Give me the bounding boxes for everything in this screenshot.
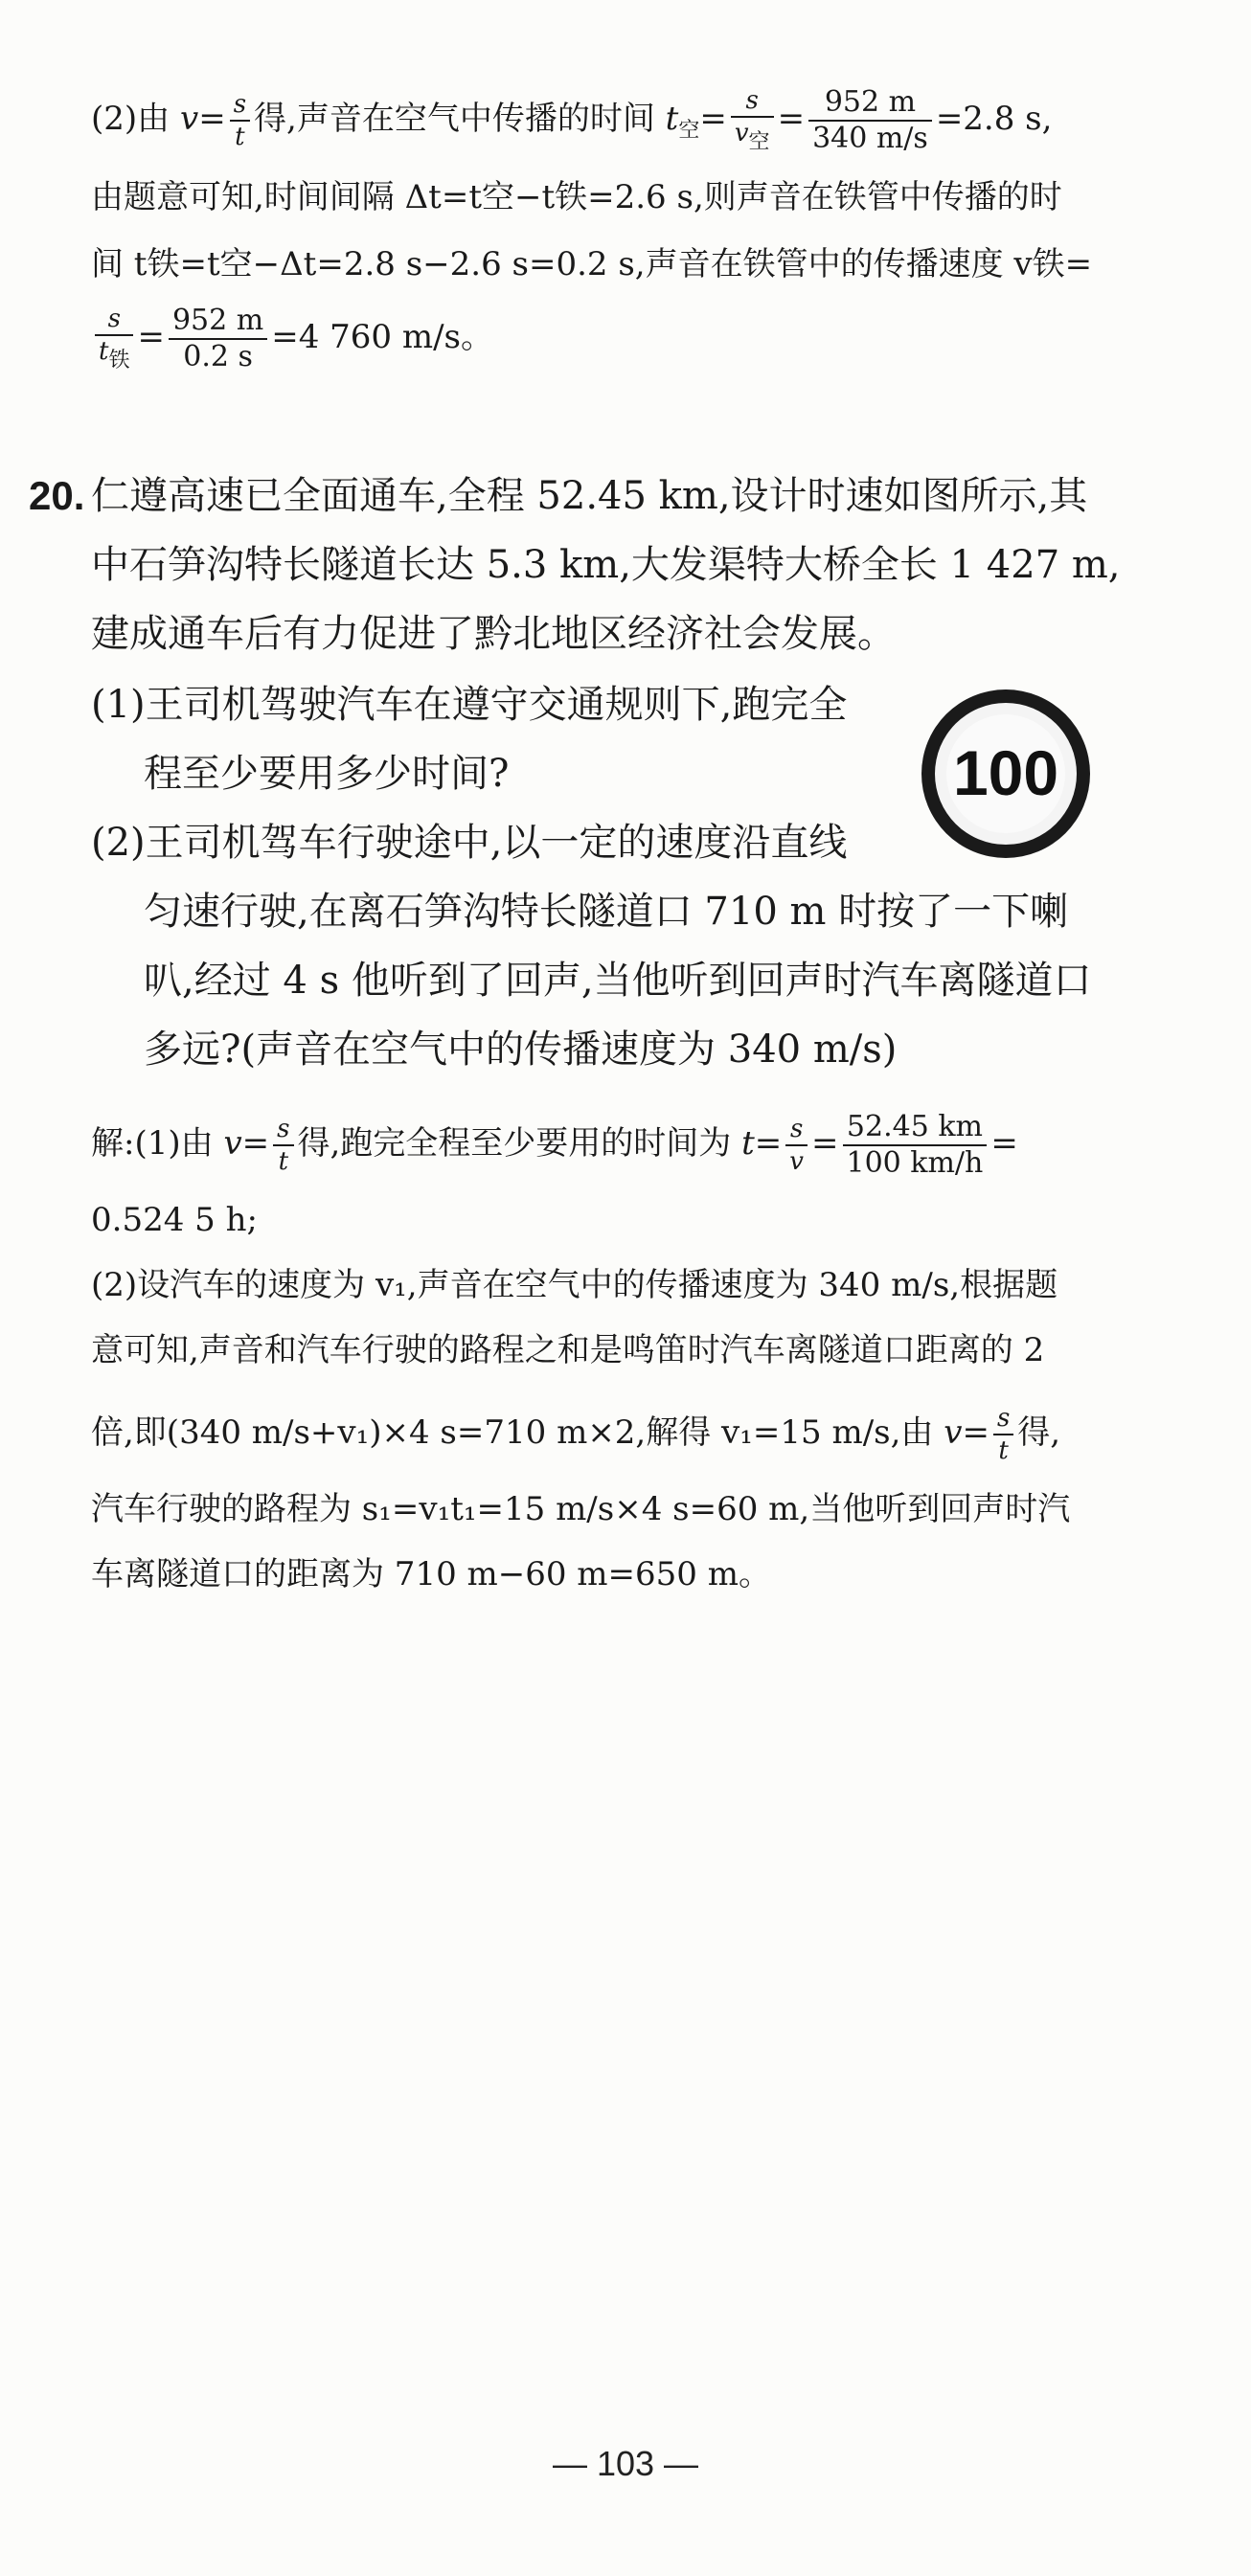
- speed-limit-value: 100: [952, 737, 1059, 808]
- answer-line-1: [91, 1110, 1018, 1180]
- num: 952 m: [169, 306, 267, 340]
- fraction-952-02: [169, 306, 267, 372]
- page-number: — 103 —: [552, 2444, 699, 2483]
- var-v: v: [179, 100, 199, 138]
- prev-solution-line-3: 间 t铁=t空−Δt=2.8 s−2.6 s=0.2 s,声音在铁管中的传播速度 v铁=: [91, 245, 1093, 283]
- fraction-km: [843, 1110, 988, 1180]
- var-v: v: [944, 1413, 963, 1452]
- fraction-s-t: [993, 1406, 1013, 1463]
- prev-solution-line-4: [91, 306, 493, 372]
- answer-line-4: 意可知,声音和汽车行驶的路程之和是鸣笛时汽车离隧道口距离的 2: [91, 1331, 1045, 1369]
- eq: =: [811, 1124, 839, 1163]
- den: 340 m/s: [812, 122, 928, 155]
- subquestion-2-line-1: (2)王司机驾车行驶途中,以一定的速度沿直线: [91, 821, 848, 865]
- den: [731, 118, 774, 153]
- text: =2.8 s,: [935, 100, 1053, 138]
- text: 解:(1)由: [91, 1124, 224, 1163]
- fraction-s-t: [273, 1117, 293, 1174]
- speed-limit-sign-icon: [920, 688, 1092, 860]
- text: 倍,即(340 m/s+v₁)×4 s=710 m×2,解得 v₁=15 m/s,由: [91, 1413, 944, 1452]
- eq: =: [241, 1124, 270, 1163]
- var-t: t: [741, 1124, 755, 1163]
- fraction-952-340: [808, 85, 932, 155]
- answer-line-7: 车离隧道口的距离为 710 m−60 m=650 m。: [91, 1555, 771, 1593]
- var-t: t: [665, 100, 679, 138]
- fraction-s-ttie: [95, 306, 133, 372]
- num: s: [731, 88, 774, 118]
- den: 0.2 s: [183, 340, 253, 373]
- sub: 空: [748, 130, 770, 154]
- eq: =: [137, 318, 165, 356]
- text: =4 760 m/s。: [271, 318, 493, 356]
- question-line-1: 仁遵高速已全面通车,全程 52.45 km,设计时速如图所示,其: [91, 474, 1088, 518]
- answer-line-6: 汽车行驶的路程为 s₁=v₁t₁=15 m/s×4 s=60 m,当他听到回声时汽: [91, 1490, 1071, 1528]
- question-line-3: 建成通车后有力促进了黔北地区经济社会发展。: [91, 612, 896, 656]
- subquestion-2-line-2: 匀速行驶,在离石笋沟特长隧道口 710 m 时按了一下喇: [144, 890, 1069, 934]
- subquestion-1-line-2: 程至少要用多少时间?: [144, 752, 510, 796]
- den: v: [789, 1147, 804, 1176]
- den: 100 km/h: [846, 1146, 984, 1180]
- prev-solution-line-2: 由题意可知,时间间隔 Δt=t空−t铁=2.6 s,则声音在铁管中传播的时: [91, 178, 1062, 216]
- num: s: [785, 1117, 807, 1146]
- num: 952 m: [808, 88, 932, 122]
- var-v: v: [223, 1124, 242, 1163]
- sub: 空: [678, 119, 700, 143]
- eq: =: [962, 1413, 989, 1452]
- den: [95, 336, 133, 372]
- eq: =: [198, 100, 226, 138]
- num: s: [273, 1117, 293, 1146]
- den: t: [278, 1147, 289, 1176]
- subquestion-2-line-4: 多远?(声音在空气中的传播速度为 340 m/s): [144, 1028, 898, 1072]
- eq: =: [699, 100, 727, 138]
- num: 52.45 km: [843, 1113, 988, 1146]
- answer-line-5: [91, 1406, 1060, 1463]
- text: 得,跑完全程至少要用的时间为: [297, 1124, 742, 1163]
- text: 得,声音在空气中传播的时间: [254, 100, 666, 138]
- prev-solution-line-1: [91, 85, 1053, 155]
- den: t: [998, 1436, 1009, 1465]
- den: t: [235, 123, 245, 151]
- num: s: [95, 306, 133, 336]
- text: 得,: [1017, 1413, 1061, 1452]
- subquestion-1-line-1: (1)王司机驾驶汽车在遵守交通规则下,跑完全: [91, 683, 848, 727]
- eq: =: [754, 1124, 783, 1163]
- fraction-s-t: [230, 92, 250, 149]
- num: s: [993, 1406, 1013, 1435]
- fraction-s-v: [785, 1117, 807, 1174]
- question-line-2: 中石笋沟特长隧道长达 5.3 km,大发渠特大桥全长 1 427 m,: [91, 543, 1121, 587]
- eq: =: [990, 1124, 1018, 1163]
- text: (2)由: [91, 100, 180, 138]
- var-v: v: [734, 119, 749, 147]
- eq: =: [777, 100, 806, 138]
- question-number: 20.: [29, 473, 85, 518]
- subquestion-2-line-3: 叭,经过 4 s 他听到了回声,当他听到回声时汽车离隧道口: [144, 959, 1092, 1003]
- fraction-s-vkong: [731, 88, 774, 153]
- answer-line-2: 0.524 5 h;: [91, 1201, 258, 1239]
- answer-line-3: (2)设汽车的速度为 v₁,声音在空气中的传播速度为 340 m/s,根据题: [91, 1266, 1058, 1304]
- num: s: [230, 92, 250, 122]
- sub: 铁: [108, 349, 130, 373]
- var-t: t: [99, 337, 109, 366]
